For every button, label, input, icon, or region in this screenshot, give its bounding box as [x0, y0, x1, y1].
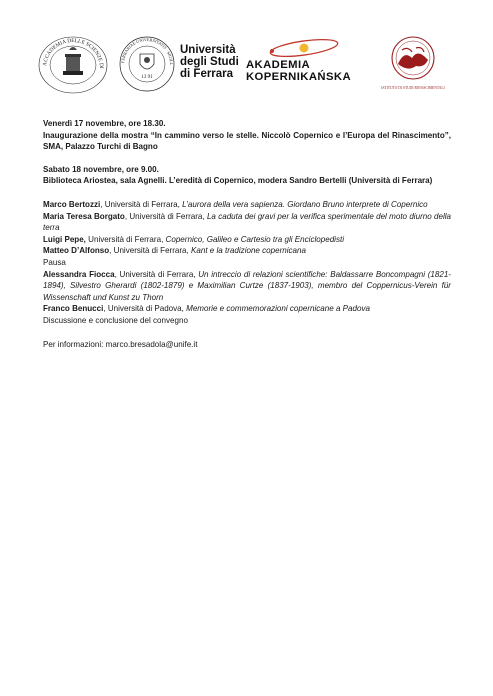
- isr-caption: ISTITUTO DI STUDI RINASCIMENTALI: [381, 86, 445, 90]
- accademia-seal-icon: [36, 34, 110, 94]
- talk-speaker: Matteo D’Alfonso: [43, 246, 110, 256]
- event1-date: [43, 118, 451, 130]
- talk-affiliation: , Università di Padova,: [103, 304, 187, 314]
- unife-line1: Università: [180, 44, 236, 56]
- talk-affiliation: , Università di Ferrara,: [100, 199, 183, 209]
- unife-wordmark: [180, 44, 239, 80]
- talk-title: Copernico, Galileo e Cartesio tra gli Enciclopedisti: [165, 234, 345, 244]
- talk-item: [43, 245, 451, 257]
- event2-desc-text: Biblioteca Ariostea, sala Agnelli. L’eredità di Copernico, modera Sandro Bertelli (Università di Ferrara): [43, 176, 433, 186]
- akademia-line1: AKADEMIA: [246, 59, 311, 71]
- talk-affiliation: , Università di Ferrara,: [109, 246, 192, 256]
- talk-speaker: Maria Teresa Borgato: [43, 211, 125, 221]
- isr-emblem-icon: [370, 34, 456, 86]
- accademia-scienze-seal: [36, 34, 110, 94]
- talk-item: [43, 211, 451, 234]
- talk-affiliation: Università di Ferrara,: [85, 234, 166, 244]
- talk-title: Un intreccio di relazioni scientifiche: Baldassarre Boncompagni (1821-1894), Silvestro Gherardi (1802-1879) e Maximilian Curtze (1837-1903), membro del Coppernicus-Verein für Wissenschaft und Kunst zu Thorn: [43, 269, 451, 302]
- akademia-line2: KOPERNIKAŃSKA: [246, 70, 351, 83]
- talk-speaker: Luigi Pepe,: [43, 234, 86, 244]
- talk-speaker: Alessandra Fiocca: [43, 269, 115, 279]
- talk-speaker: Franco Benucci: [43, 304, 104, 314]
- akademia-wordmark: [246, 60, 351, 83]
- talk-title: La caduta dei gravi per la verifica sperimentale del moto diurno della terra: [43, 211, 451, 233]
- unife-seal-icon: [118, 36, 176, 92]
- orbit-icon: [246, 36, 358, 60]
- unife-seal: [118, 36, 176, 92]
- talk-item: [43, 234, 451, 246]
- seal2-year: 13 91: [141, 75, 153, 80]
- talk-item: [43, 303, 451, 315]
- unife-line2: degli Studi: [180, 56, 239, 68]
- event2-date: [43, 164, 451, 176]
- seal2-text: FERRARIAE UNIVERSITATIS · SIGILL: [120, 36, 175, 66]
- seal1-text: ACCADEMIA DELLE SCIENZE DI: [42, 37, 105, 69]
- contact-info: Per informazioni: marco.bresadola@unife.it: [43, 339, 198, 349]
- event1-desc-text: Inaugurazione della mostra “In cammino verso le stelle. Niccolò Copernico e l’Europa del Rinascimento”, SMA, Palazzo Turchi di Bagno: [43, 130, 451, 152]
- event1-desc: [43, 130, 451, 153]
- event1-date-text: Venerdì 17 novembre, ore 18.30.: [43, 119, 166, 128]
- akademia-logo: [246, 36, 358, 88]
- closing-label: Discussione e conclusione del convegno: [43, 315, 188, 325]
- talk-item: [43, 269, 451, 304]
- unife-line3: di Ferrara: [180, 68, 234, 80]
- talk-title: L’aurora della vera sapienza. Giordano Bruno interprete di Copernico: [182, 199, 428, 209]
- talk-affiliation: , Università di Ferrara,: [124, 211, 207, 221]
- pause-label: Pausa: [43, 257, 66, 267]
- isr-logo: [370, 34, 456, 94]
- program-text: [43, 118, 451, 350]
- event2-desc: [43, 175, 451, 187]
- talk-item: [43, 199, 451, 211]
- talk-title: Memorie e commemorazioni copernicane a Padova: [186, 304, 370, 314]
- talk-affiliation: , Università di Ferrara,: [114, 269, 199, 279]
- logo-bar: [36, 34, 456, 94]
- event2-date-text: Sabato 18 novembre, ore 9.00.: [43, 164, 159, 174]
- talk-title: Kant e la tradizione copernicana: [191, 246, 306, 256]
- talk-speaker: Marco Bertozzi: [43, 199, 101, 209]
